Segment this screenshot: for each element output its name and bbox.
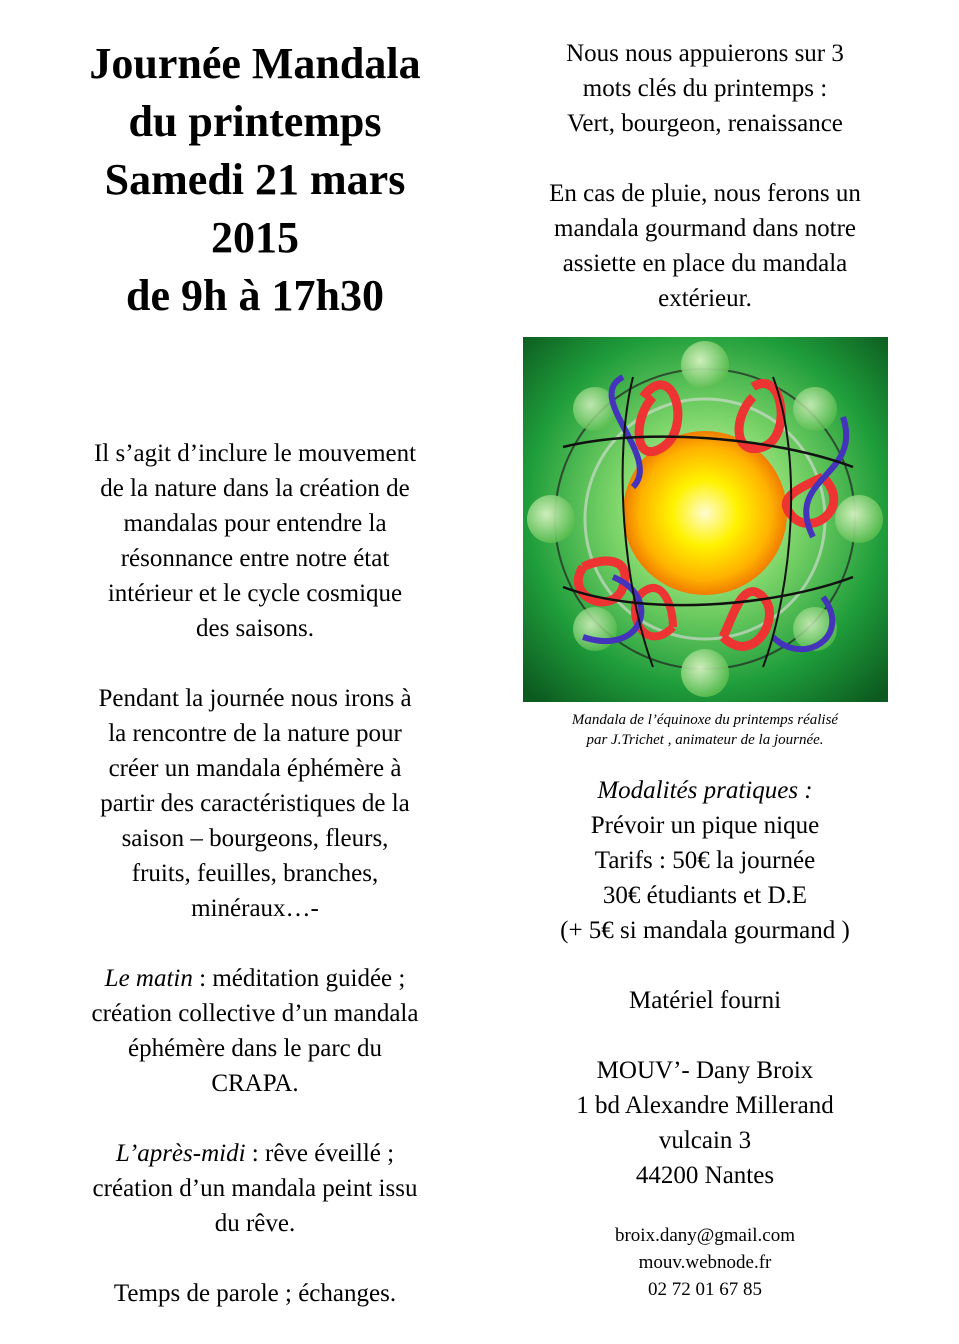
afternoon-label: L’après-midi <box>115 1140 246 1167</box>
desc-line: Pendant la journée nous irons à <box>98 685 412 712</box>
mandala-image <box>523 337 888 702</box>
practical-block <box>490 773 920 1193</box>
closing-line: Temps de parole ; échanges. <box>113 1280 397 1307</box>
rain-line: En cas de pluie, nous ferons un <box>549 180 861 207</box>
title-line: 2015 <box>211 213 299 262</box>
keywords-line: Vert, bourgeon, renaissance <box>567 110 843 137</box>
address-line: 44200 Nantes <box>635 1162 775 1189</box>
contact-phone: 02 72 01 67 85 <box>648 1279 762 1300</box>
contact-block <box>490 1222 920 1303</box>
event-title <box>40 35 470 325</box>
afternoon-line: du rêve. <box>214 1210 296 1237</box>
desc-line: la rencontre de la nature pour <box>108 720 402 747</box>
desc-line: Il s’agit d’inclure le mouvement <box>93 440 417 467</box>
practical-line: Prévoir un pique nique <box>590 812 820 839</box>
image-caption <box>490 710 920 750</box>
description-block <box>40 436 470 1311</box>
afternoon-line <box>40 1136 470 1171</box>
address-line: 1 bd Alexandre Millerand <box>576 1092 834 1119</box>
morning-label: Le matin <box>104 965 193 992</box>
mandala-painting-icon <box>523 337 888 702</box>
caption-line: Mandala de l’équinoxe du printemps réalisé <box>571 712 839 728</box>
rain-line: extérieur. <box>658 285 752 312</box>
title-line: du printemps <box>128 97 382 146</box>
afternoon-text: : rêve éveillé ; <box>245 1140 395 1167</box>
afternoon-line: création d’un mandala peint issu <box>92 1175 418 1202</box>
morning-line <box>40 961 470 996</box>
keywords-line: mots clés du printemps : <box>582 75 828 102</box>
practical-heading: Modalités pratiques : <box>597 777 813 804</box>
desc-line: fruits, feuilles, branches, <box>131 860 379 887</box>
title-line: Samedi 21 mars <box>104 155 406 204</box>
address-line: MOUV’- Dany Broix <box>596 1057 814 1084</box>
practical-line: Tarifs : 50€ la journée <box>594 847 816 874</box>
desc-line: minéraux…- <box>191 895 319 922</box>
material-line: Matériel fourni <box>628 987 782 1014</box>
desc-line: des saisons. <box>195 615 315 642</box>
contact-web: mouv.webnode.fr <box>638 1252 772 1273</box>
desc-line: résonnance entre notre état <box>120 545 390 572</box>
keywords-line: Nous nous appuierons sur 3 <box>566 40 844 67</box>
morning-text: : méditation guidée ; <box>192 965 406 992</box>
practical-line: 30€ étudiants et D.E <box>602 882 808 909</box>
contact-email: broix.dany@gmail.com <box>614 1225 796 1246</box>
morning-line: éphémère dans le parc du <box>127 1035 383 1062</box>
rain-line: mandala gourmand dans notre <box>554 215 856 242</box>
morning-line: CRAPA. <box>211 1070 299 1097</box>
desc-line: saison – bourgeons, fleurs, <box>121 825 389 852</box>
practical-line: (+ 5€ si mandala gourmand ) <box>560 917 850 944</box>
caption-line: par J.Trichet , animateur de la journée. <box>586 732 824 748</box>
address-line: vulcain 3 <box>658 1127 752 1154</box>
desc-line: mandalas pour entendre la <box>123 510 387 537</box>
desc-line: de la nature dans la création de <box>100 475 410 502</box>
morning-line: création collective d’un mandala <box>91 1000 419 1027</box>
keywords-block <box>490 36 920 316</box>
desc-line: créer un mandala éphémère à <box>108 755 402 782</box>
rain-line: assiette en place du mandala <box>562 250 848 277</box>
title-line: de 9h à 17h30 <box>126 271 384 320</box>
title-line: Journée Mandala <box>89 39 421 88</box>
desc-line: partir des caractéristiques de la <box>100 790 410 817</box>
desc-line: intérieur et le cycle cosmique <box>107 580 403 607</box>
